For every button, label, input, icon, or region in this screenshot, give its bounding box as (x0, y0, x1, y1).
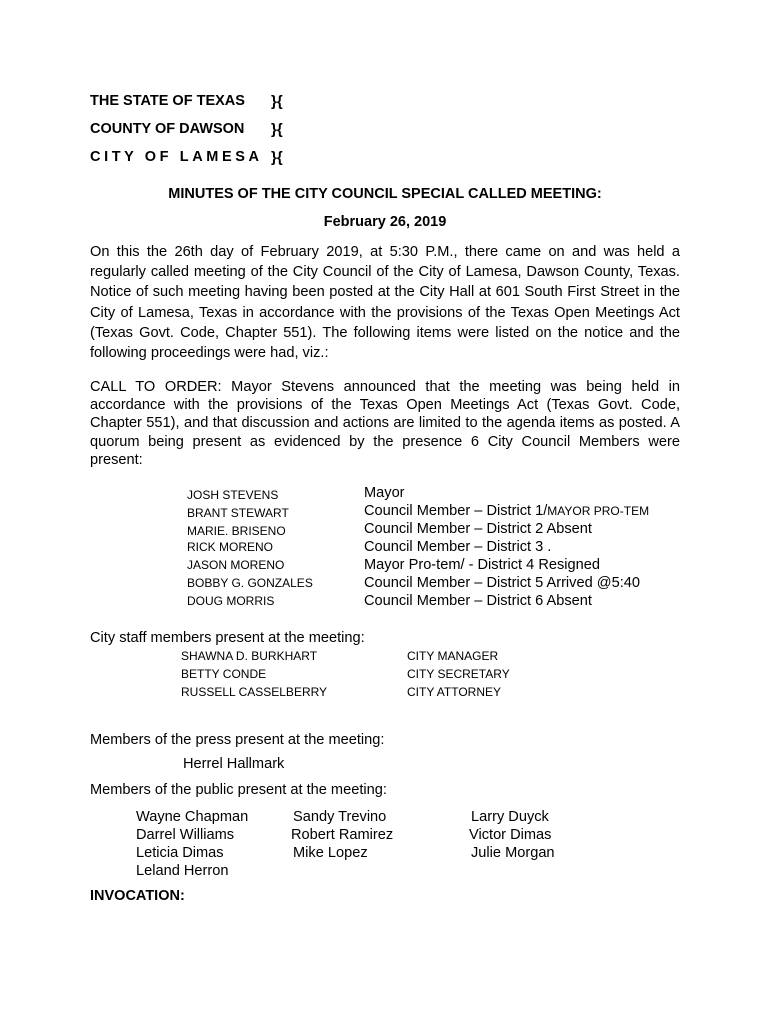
council-role: Mayor Pro-tem/ - District 4 Resigned (364, 557, 600, 573)
council-name: BOBBY G. GONZALES (187, 576, 313, 590)
public-member: Sandy Trevino (293, 809, 387, 825)
public-member: Larry Duyck (471, 809, 549, 825)
staff-heading: City staff members present at the meeting: (90, 630, 365, 646)
council-role: Council Member – District 2 Absent (364, 521, 592, 537)
staff-title: CITY ATTORNEY (407, 685, 502, 699)
intro-paragraph: On this the 26th day of February 2019, at 5:30 P.M., there came on and was held a regularly called meeting of the City Council of the City of Lamesa, Dawson County, Texas. Notice of such meeting having been posted at the City Hall at 601 South First Street in the City of Lamesa, Texas in accordance with the provisions of the Texas Open Meetings Act (Texas Govt. Code, Chapter 551). The following items were listed on the notice and the following proceedings were had, viz.: (90, 244, 680, 362)
council-name: JASON MORENO (187, 558, 285, 572)
council-role: Council Member – District 6 Absent (364, 593, 592, 609)
council-role-note: MAYOR PRO-TEM (547, 504, 650, 518)
staff-name: SHAWNA D. BURKHART (181, 649, 318, 663)
council-role: Council Member – District 3 . (364, 539, 552, 555)
public-member: Darrel Williams (136, 827, 235, 843)
call-to-order-paragraph: CALL TO ORDER: Mayor Stevens announced that the meeting was being held in accordance with the provisions of the Texas Open Meetings Act (Texas Govt. Code, Chapter 551), and that discussion and actions are limited to the agenda items as posted. A quorum being present as evidenced by the presence 6 City Council Members were present: (90, 379, 680, 468)
council-name: BRANT STEWART (187, 506, 289, 520)
council-role: Council Member – District 5 Arrived @5:40 (364, 575, 640, 591)
staff-title: CITY MANAGER (407, 649, 499, 663)
council-role: Mayor (364, 485, 405, 501)
public-member: Leticia Dimas (136, 845, 224, 861)
document-title: MINUTES OF THE CITY COUNCIL SPECIAL CALLED MEETING: (168, 186, 602, 202)
meeting-date: February 26, 2019 (323, 214, 447, 230)
press-member: Herrel Hallmark (183, 756, 285, 772)
invocation-heading: INVOCATION: (90, 888, 185, 904)
council-role: Council Member – District 1/MAYOR PRO-TEM (364, 503, 650, 519)
public-member: Robert Ramirez (291, 827, 394, 843)
state-brace: }{ (271, 93, 283, 110)
state-label: THE STATE OF TEXAS (90, 93, 245, 109)
public-member: Leland Herron (136, 863, 229, 879)
public-member: Julie Morgan (471, 845, 555, 861)
council-name: RICK MORENO (187, 540, 274, 554)
staff-title: CITY SECRETARY (407, 667, 510, 681)
county-label: COUNTY OF DAWSON (90, 121, 245, 137)
council-name: DOUG MORRIS (187, 594, 275, 608)
press-heading: Members of the press present at the meeting: (90, 732, 385, 748)
council-name: MARIE. BRISENO (187, 524, 286, 538)
city-label: CITY OF LAMESA (90, 149, 263, 165)
staff-name: BETTY CONDE (181, 667, 267, 681)
public-member: Wayne Chapman (136, 809, 249, 825)
county-brace: }{ (271, 121, 283, 138)
council-name: JOSH STEVENS (187, 488, 279, 502)
public-heading: Members of the public present at the meeting: (90, 782, 387, 798)
city-brace: }{ (271, 149, 283, 166)
public-member: Victor Dimas (469, 827, 552, 843)
staff-name: RUSSELL CASSELBERRY (181, 685, 328, 699)
public-member: Mike Lopez (293, 845, 368, 861)
